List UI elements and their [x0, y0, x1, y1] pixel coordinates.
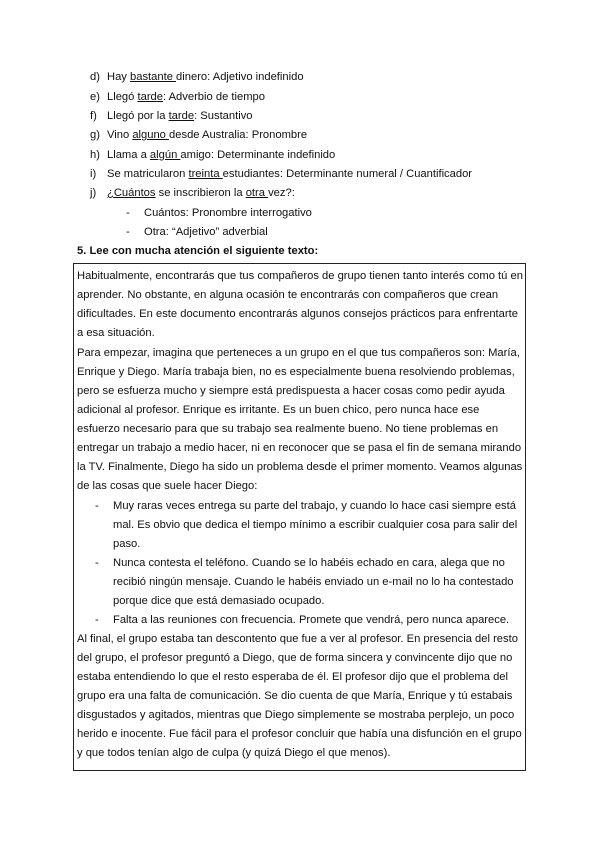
text-line: dificultades. En este documento encontrarás algunos consejos prácticos para enfrentarte — [77, 308, 518, 320]
text-line: Habitualmente, encontrarás que tus compañeros de grupo tienen tanto interés como tú en — [77, 270, 523, 282]
sublist-text: Cuántos: Pronombre interrogativo — [144, 207, 312, 219]
bullet-line: Muy raras veces entrega su parte del trabajo, y cuando lo hace casi siempre está — [113, 500, 516, 512]
text-line: Al final, el grupo estaba tan descontento que fue a ver al profesor. En presencia del resto — [77, 633, 518, 645]
underlined-word: treinta — [188, 168, 223, 180]
text-line: a esa situación. — [77, 327, 155, 339]
reading-text-box — [73, 263, 526, 771]
bullet-line: Nunca contesta el teléfono. Cuando se lo habéis echado en cara, alega que no — [113, 557, 505, 569]
list-marker: g) — [90, 129, 100, 141]
dash-marker: - — [126, 226, 130, 238]
text-line: herido e inocente. Fue fácil para el profesor concluir que había una disfunción en el grupo — [77, 728, 522, 740]
underlined-word: tarde — [168, 110, 195, 122]
underlined-word: algún — [149, 149, 181, 161]
list-item-text: Vino alguno desde Australia: Pronombre — [107, 129, 308, 141]
text-line: estaba entendiendo lo que el resto esperaba de él. El profesor dijo que el problema del — [77, 671, 509, 683]
list-marker: e) — [90, 91, 100, 103]
underlined-word: alguno — [132, 129, 170, 141]
list-item-text: Se matricularon treinta estudiantes: Determinante numeral / Cuantificador — [107, 168, 473, 180]
text-line: la TV. Finalmente, Diego ha sido un problema desde el primer momento. Veamos algunas — [77, 461, 523, 473]
text-line: esfuerzo necesario para que su trabajo sea realmente bueno. No tiene problemas en — [77, 423, 499, 435]
bullet-line: paso. — [113, 538, 141, 550]
text-line: y que todos tenían algo de culpa (y quizá Diego el que menos). — [77, 747, 391, 759]
list-marker: f) — [90, 110, 97, 122]
bullet-line: recibió ningún mensaje. Cuando le habéis enviado un e-mail no lo ha contestado — [113, 576, 514, 588]
underlined-word: tarde — [137, 91, 163, 103]
list-item-text: Llegó por la tarde: Sustantivo — [107, 110, 253, 122]
text-line: disgustados y agitados, mientras que Diego simplemente se mostraba perplejo, un poco — [77, 709, 515, 721]
bullet-dash: - — [95, 500, 99, 512]
list-marker: i) — [90, 168, 97, 180]
bullet-dash: - — [95, 614, 99, 626]
text-line: adicional al profesor. Enrique es irritante. Es un buen chico, pero nunca hace ese — [77, 404, 480, 416]
list-item-text: ¿Cuántos se inscribieron la otra vez?: — [107, 187, 295, 199]
dash-marker: - — [126, 207, 130, 219]
text-line: entregar un trabajo a medio hacer, ni en reconocer que se pasa el fin de semana mirando — [77, 442, 522, 454]
underlined-word: ¿Cuántos — [107, 187, 156, 199]
list-marker: j) — [90, 187, 97, 199]
bullet-line: Falta a las reuniones con frecuencia. Promete que vendrá, pero nunca aparece. — [113, 614, 510, 626]
text-line: de las cosas que suele hacer Diego: — [77, 480, 258, 492]
bullet-line: porque dice que está demasiado ocupado. — [113, 595, 325, 607]
text-line: pero se esfuerza mucho y siempre está predispuesta a hacer cosas como pedir ayuda — [77, 385, 505, 397]
underlined-word: bastante — [130, 71, 177, 83]
text-line: Para empezar, imagina que perteneces a un grupo en el que tus compañeros son: María, — [77, 347, 520, 359]
bullet-dash: - — [95, 557, 99, 569]
list-item-text: Hay bastante dinero: Adjetivo indefinido — [107, 71, 304, 83]
text-line: del grupo, el profesor preguntó a Diego, que de forma sincera y convincente dijo que no — [77, 652, 513, 664]
list-marker: d) — [90, 71, 100, 83]
list-item-text: Llama a algún amigo: Determinante indefinido — [107, 149, 336, 161]
underlined-word: otra — [245, 187, 269, 199]
text-line: aprender. No obstante, en alguna ocasión te encontrarás con compañeros que crean — [77, 289, 499, 301]
list-marker: h) — [90, 149, 100, 161]
exercise-heading: 5. Lee con mucha atención el siguiente texto: — [77, 245, 319, 257]
text-line: Enrique y Diego. María trabaja bien, no es especialmente buena resolviendo problemas, — [77, 366, 515, 378]
bullet-line: mal. Es obvio que dedica el tiempo mínimo a escribir cualquier cosa para salir del — [113, 519, 518, 531]
sublist-text: Otra: “Adjetivo” adverbial — [144, 226, 268, 238]
list-item-text: Llegó tarde: Adverbio de tiempo — [107, 91, 265, 103]
text-line: grupo era una falta de comunicación. Se dio cuenta de que María, Enrique y tú estabais — [77, 690, 513, 702]
